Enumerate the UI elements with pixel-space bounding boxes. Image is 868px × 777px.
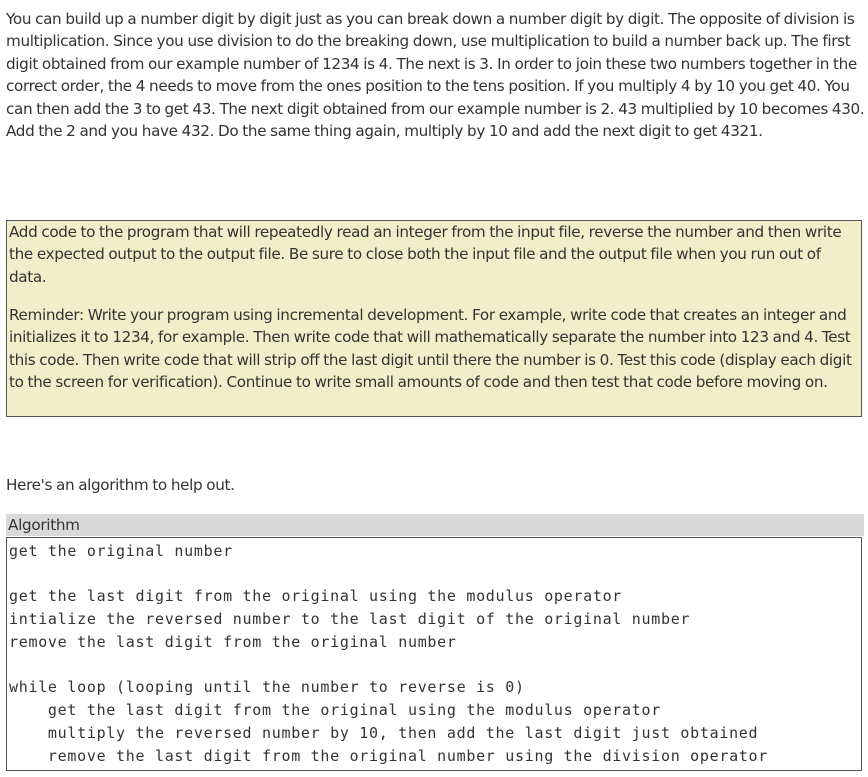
instruction-callout [6, 220, 862, 417]
code-line: get the last digit from the original using the modulus operator [9, 701, 661, 719]
code-line: multiply the reversed number by 10, then add the last digit just obtained [9, 724, 759, 742]
algorithm-code-box [6, 537, 862, 771]
reminder-paragraph: Reminder: Write your program using incremental development. For example, write code that creates an integer and initializes it to 1234, for example. Then write code that will mathematically separate the number into 123 and 4. Test this code. Then write code that will strip off the last digit until there the number is 0. Test this code (display each digit to the screen for verification). Continue to write small amounts of code and then test that code before moving on. [9, 306, 852, 392]
code-line: remove the last digit from the original number using the division operator [9, 747, 768, 765]
algorithm-intro-text: Here's an algorithm to help out. [6, 476, 235, 494]
algorithm-header: Algorithm [6, 514, 864, 536]
code-line: remove the last digit from the original number [9, 633, 457, 651]
instruction-paragraph: Add code to the program that will repeatedly read an integer from the input file, reverse the number and then write the expected output to the output file. Be sure to close both the input file and the output file when you run out of data. [9, 223, 842, 286]
code-line: get the original number [9, 542, 233, 560]
code-line: while loop (looping until the number to reverse is 0) [9, 678, 525, 696]
code-line: intialize the reversed number to the last digit of the original number [9, 610, 691, 628]
code-line: get the last digit from the original using the modulus operator [9, 587, 623, 605]
intro-paragraph: You can build up a number digit by digit just as you can break down a number digit by digit. The opposite of division is multiplication. Since you use division to do the breaking down, use multiplication to build a number back up. The first digit obtained from our example number of 1234 is 4. The next is 3. In order to join these two numbers together in the correct order, the 4 needs to move from the ones position to the tens position. If you multiply 4 by 10 you get 40. You can then add the 3 to get 43. The next digit obtained from our example number is 2. 43 multiplied by 10 becomes 430. Add the 2 and you have 432. Do the same thing again, multiply by 10 and add the next digit to get 4321. [6, 10, 865, 141]
